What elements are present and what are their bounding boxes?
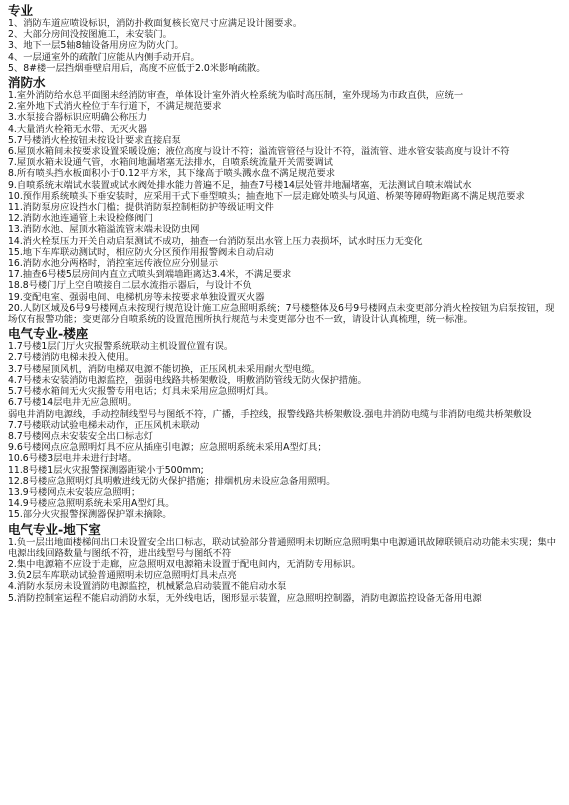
issue-item: 3.水泵接合器标识应明确公称压力: [8, 112, 148, 124]
issue-item: 4.消防水泵房未设置消防电源监控，机械紧急启动装置不能启动水泵: [8, 581, 287, 593]
issue-item: 17.抽查6号楼5层房间内直立式喷头到端墙距离达3.4米，不满足要求: [8, 269, 292, 281]
issue-item: 6.屋顶水箱间未按要求设置采暖设施；液位高度与设计不符；溢流管管径与设计不符，溢流管、进水管安装高度与设计不符: [8, 146, 510, 158]
issue-item: 8.所有喷头挡水板面积小于0.12平方米，其下缘高于喷头溅水盘不满足规范要求: [8, 168, 336, 180]
section-title: 电气专业-地下室: [8, 521, 101, 537]
issue-item: 13.9号楼网点未安装应急照明；: [8, 486, 141, 498]
issue-item: 5.7号楼消火栓按钮未按设计要求直接启泵: [8, 134, 181, 146]
issue-item: 2.集中电源箱不应设于走廊，应急照明双电源箱未设置于配电间内，无消防专用标识。: [8, 558, 361, 570]
issue-item: 弱电井消防电源线，手动控制线型号与图纸不符，广播，手控线，报警线路共桥架敷设.强电井消防电缆与非消防电缆共桥架敷设: [8, 408, 532, 420]
issue-item: 1.负一层出地面楼梯间出口未设置安全出口标志，联动试验部分普通照明未切断应急照明集中电源通讯故障联锁启动功能未实现；集中电源出线回路数量与图纸不符，进出线型号与图纸不符: [8, 536, 557, 559]
issue-item: 6.7号楼14层电井无应急照明。: [8, 397, 137, 409]
issue-item: 2.室外地下式消火栓位于车行道下，不满足规范要求: [8, 101, 222, 113]
issue-item: 2.7号楼消防电梯未投入使用。: [8, 352, 135, 364]
section: [8, 75, 563, 325]
issue-item: 1.室外消防给水总平面图未经消防审查，单体设计室外消火栓系统为临时高压制，室外现场为市政直供，应统一: [8, 90, 464, 102]
issue-item: 4.大量消火栓箱无水带、无灭火器: [8, 123, 148, 135]
section-title: 专业: [8, 3, 34, 18]
issue-item: 4.7号楼未安装消防电源监控，强弱电线路共桥架敷设，明敷消防管线无防火保护措施。: [8, 374, 367, 386]
issue-item: 11.消防泵房应设挡水门槛；提供消防泵控制柜防护等级证明文件: [8, 202, 274, 214]
issue-item: 14.消火栓泵压力开关自动启泵测试不成功，抽查一台消防泵出水管上压力表损坏，试水时压力无变化: [8, 235, 423, 247]
issue-item: 11.8号楼1层火灾报警探测器距梁小于500mm;: [8, 464, 204, 476]
issue-item: 3.负2层车库联动试验普通照明未切应急照明灯具未点亮: [8, 570, 237, 582]
issue-item: 3、地下一层5轴8轴设备用房应为防火门。: [8, 40, 184, 52]
issue-item: 15.地下车库联动测试时，相应防火分区预作用报警阀未自动启动: [8, 246, 274, 258]
section-title: 消防水: [8, 75, 46, 91]
issue-item: 10.预作用系统喷头下垂安装时，应采用干式下垂型喷头；抽查地下一层走廊处喷头与风道、桥架等障碍物距离不满足规范要求: [8, 190, 525, 202]
issue-item: 7.屋顶水箱未设通气管，水箱间地漏堵塞无法排水，自喷系统流量开关需要调试: [8, 157, 333, 169]
issue-item: 14.9号楼应急照明系统未采用A型灯具。: [8, 498, 175, 510]
issue-item: 9.自喷系统末端试水装置或试水阀处排水能力普遍不足，抽查7号楼14层处管井地漏堵塞，无法测试自喷末端试水: [8, 179, 472, 191]
issue-item: 1.7号楼1层门厅火灾报警系统联动主机设置位置有误。: [8, 341, 234, 353]
issue-item: 4、一层通室外的疏散门应能从内侧手动开启。: [8, 51, 200, 63]
issue-item: 19.变配电室、强弱电间、电梯机房等未按要求单独设置灭火器: [8, 291, 265, 303]
section: [8, 522, 563, 604]
issue-item: 12.消防水池连通管上未设检修阀门: [8, 213, 153, 225]
issue-item: 15.部分火灾报警探测器保护罩未摘除。: [8, 509, 172, 521]
issue-item: 1、消防车道应喷设标识，消防扑救面复核长宽尺寸应满足设计图要求。: [8, 18, 303, 29]
issue-item: 7.7号楼联动试验电梯未动作，正压风机未联动: [8, 419, 200, 431]
section: [8, 326, 563, 520]
issue-item: 12.8号楼应急照明灯具明敷进线无防火保护措施；排烟机房未设应急备用照明。: [8, 475, 336, 487]
section: [8, 3, 563, 74]
issue-item: 5、8#楼一层挡烟垂壁启用后，高度不应低于2.0米影响疏散。: [8, 62, 266, 74]
issue-item: 18.8号楼门厅上空自喷接自二层水流指示器后，与设计不负: [8, 280, 252, 292]
section-title: 电气专业-楼座: [8, 326, 89, 342]
issue-item: 2、大部分房间没按图施工，未安装门。: [8, 29, 172, 41]
issue-item: 16.消防水池分两格时，消控室远传液位应分别显示: [8, 258, 219, 270]
issue-item: 13.消防水池、屋顶水箱溢流管末端未设防虫网: [8, 224, 200, 236]
issue-item: 5.消防控制室运程不能启动消防水泵，无外线电话，图形显示装置，应急照明控制器，消防电源监控设备无备用电源: [8, 592, 482, 604]
issue-item: 5.7号楼水箱间无火灾报警专用电话；灯具未采用应急照明灯具。: [8, 386, 274, 398]
issue-item: 10.6号楼3层电井未进行封堵。: [8, 453, 137, 465]
issue-item: 9.6号楼网点应急照明灯具不应从插座引电源；应急照明系统未采用A型灯具；: [8, 442, 327, 454]
issue-item: 20.人防区域及6号9号楼网点未按现行规范设计施工应急照明系统；7号楼整体及6号9号楼网点未变更部分消火栓按钮为启泵按钮，现场仅有报警功能；变更部分自喷系统的设置范围所执行规范与未变更部分也不一致，请设计认真梳理，统一标准。: [8, 302, 555, 326]
issue-item: 8.7号楼网点未安装安全出口标志灯: [8, 430, 153, 442]
issue-item: 3.7号楼屋顶风机，消防电梯双电源不能切换，正压风机未采用耐火型电缆。: [8, 363, 321, 375]
